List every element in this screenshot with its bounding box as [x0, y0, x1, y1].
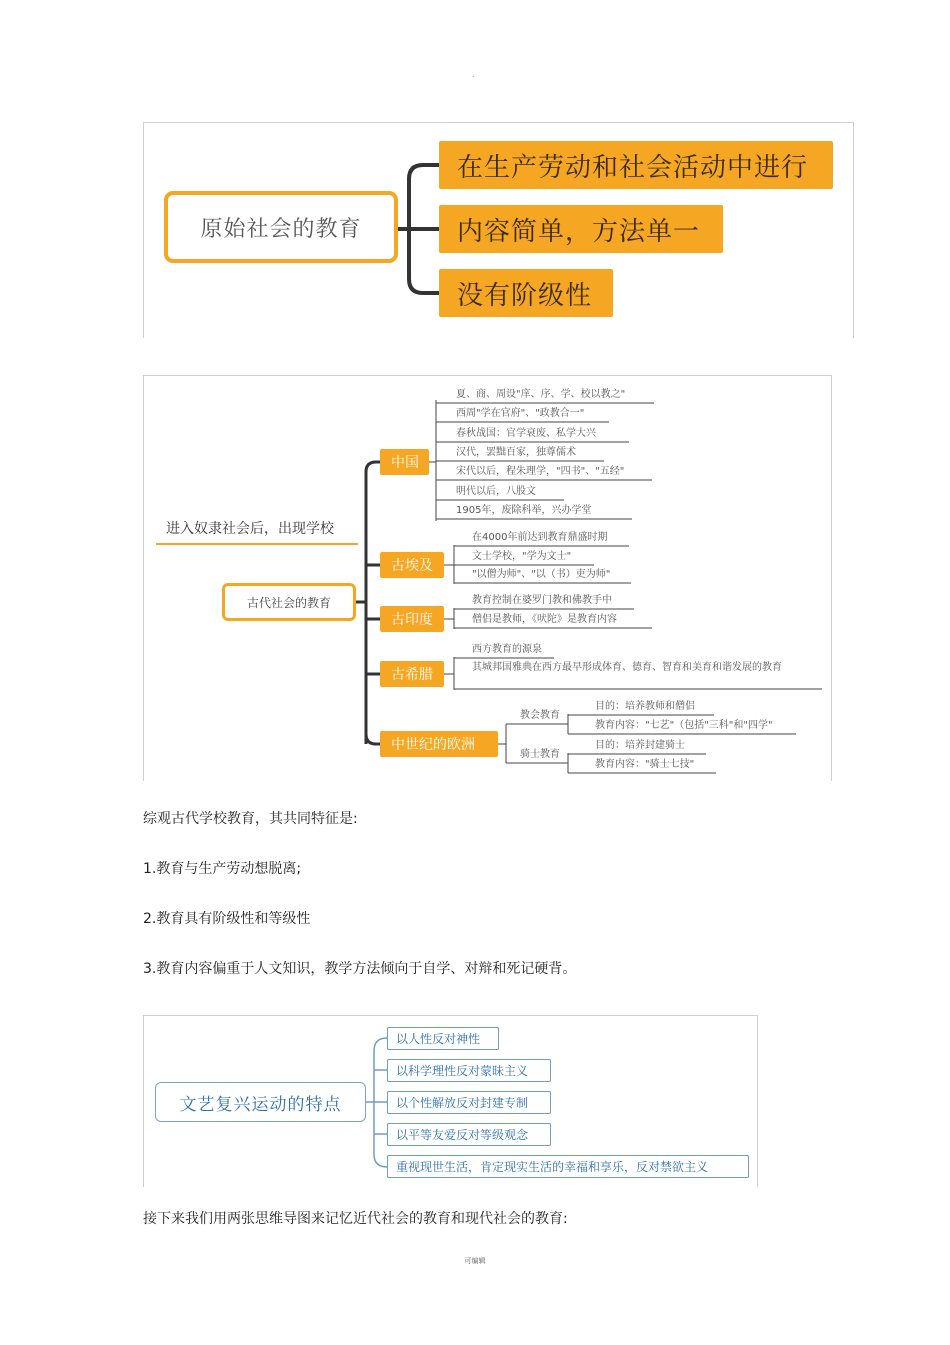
root-node: 原始社会的教育	[164, 191, 398, 263]
leaf-text: 教育控制在婆罗门教和佛教手中	[472, 595, 612, 606]
leaf-text: 西周"学在官府"、"政教合一"	[456, 408, 585, 419]
category-greece: 古希腊	[380, 661, 444, 687]
subcategory-church-education: 教会教育	[520, 710, 560, 721]
category-china: 中国	[380, 449, 429, 475]
branch-node: 在生产劳动和社会活动中进行	[439, 141, 833, 189]
leaf-text: 宋代以后，程朱理学，"四书"、"五经"	[456, 466, 625, 477]
leaf-text: 明代以后，八股文	[456, 486, 536, 497]
leaf-text: 其城邦国雅典在西方最早形成体育、德育、智育和美育和谐发展的教育	[472, 662, 782, 673]
leaf-text: 夏、商、周设"庠、序、学、校以教之"	[456, 389, 626, 400]
category-medieval-europe: 中世纪的欧洲	[380, 731, 498, 757]
section-heading: 进入奴隶社会后，出现学校	[166, 521, 334, 537]
subcategory-knight-education: 骑士教育	[520, 749, 560, 760]
branch-node: 内容简单，方法单一	[439, 205, 723, 253]
leaf-text: 目的：培养教师和僧侣	[595, 701, 695, 712]
leaf-text: 春秋战国：官学衰废、私学大兴	[456, 428, 596, 439]
mindmap-primitive-education	[143, 122, 854, 338]
leaf-text: 西方教育的源泉	[472, 644, 542, 655]
branch-node: 以个性解放反对封建专制	[387, 1091, 551, 1114]
root-node: 古代社会的教育	[222, 583, 356, 621]
mindmap-renaissance	[143, 1015, 758, 1187]
branch-node: 重视现世生活，肯定现实生活的幸福和享乐，反对禁欲主义	[387, 1155, 749, 1178]
summary-point: 2.教育具有阶级性和等级性	[143, 911, 311, 927]
branch-node: 以科学理性反对蒙昧主义	[387, 1059, 551, 1082]
branch-node: 以平等友爱反对等级观念	[387, 1123, 551, 1146]
summary-point: 3.教育内容偏重于人文知识，教学方法倾向于自学、对辩和死记硬背。	[143, 961, 577, 977]
header-mark: .	[472, 70, 475, 79]
leaf-text: 僧侣是教师，《吠陀》是教育内容	[472, 614, 617, 625]
leaf-text: "以僧为师"、"以（书）吏为师"	[472, 569, 611, 580]
leaf-text: 1905年，废除科举，兴办学堂	[456, 505, 592, 516]
footer-label: 可编辑	[464, 1257, 486, 1265]
mindmap-ancient-education	[143, 375, 832, 781]
leaf-text: 目的：培养封建骑士	[595, 740, 685, 751]
category-india: 古印度	[380, 606, 444, 632]
branch-node: 以人性反对神性	[387, 1027, 499, 1050]
root-node: 文艺复兴运动的特点	[155, 1082, 366, 1122]
leaf-text: 汉代，罢黜百家，独尊儒术	[456, 447, 576, 458]
summary-intro: 综观古代学校教育，其共同特征是:	[143, 811, 358, 827]
leaf-text: 教育内容："七艺"（包括"三科"和"四学"	[595, 720, 773, 731]
leaf-text: 文士学校，"学为文士"	[472, 551, 572, 562]
closing-text: 接下来我们用两张思维导图来记忆近代社会的教育和现代社会的教育:	[143, 1211, 568, 1227]
leaf-text: 在4000年前达到教育鼎盛时期	[472, 532, 608, 543]
branch-node: 没有阶级性	[439, 269, 613, 317]
category-egypt: 古埃及	[380, 552, 444, 578]
leaf-text: 教育内容："骑士七技"	[595, 759, 695, 770]
summary-point: 1.教育与生产劳动想脱离;	[143, 861, 302, 877]
